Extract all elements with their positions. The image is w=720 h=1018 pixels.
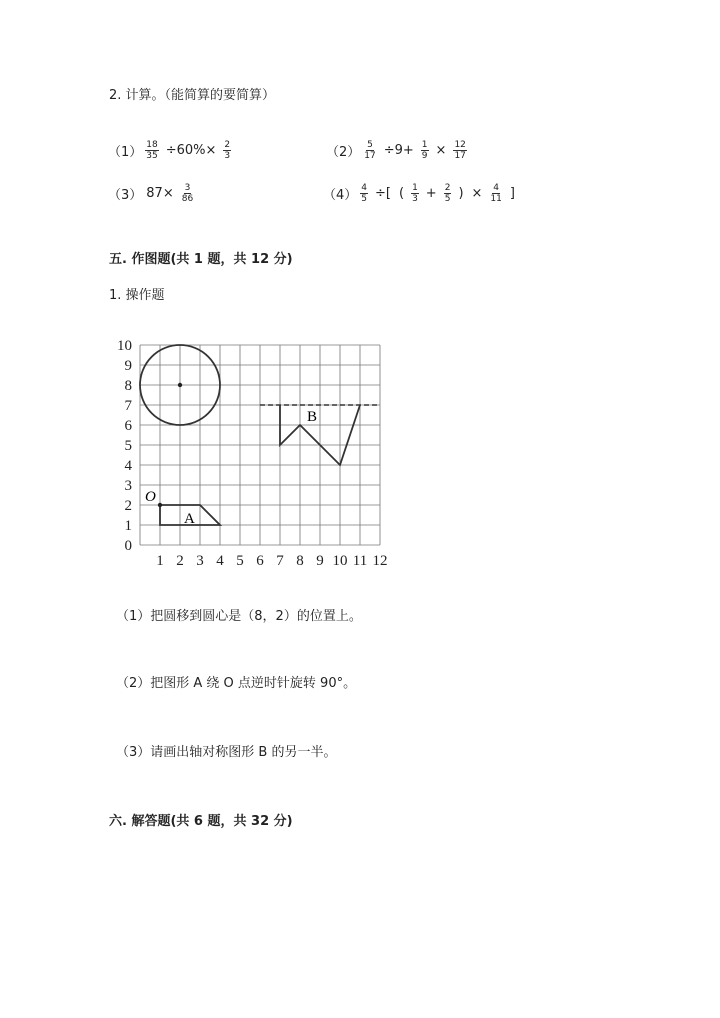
calc-problem-4 <box>323 183 519 204</box>
calc-problem-1 <box>108 140 234 161</box>
y-axis-label: 8 <box>124 378 132 394</box>
shape-a-label: A <box>184 511 195 527</box>
fraction: $\frac{4}{5}$ <box>361 183 368 204</box>
task-2: （2）把图形 A 绕 O 点逆时针旋转 90°。 <box>116 676 357 691</box>
calc-heading: 2. 计算。（能简算的要简算） <box>109 88 276 103</box>
x-axis-label: 2 <box>176 553 184 569</box>
operator: ÷9+ <box>383 143 414 158</box>
fraction: $\frac{4}{11}$ <box>490 183 502 204</box>
y-axis-label: 10 <box>117 338 132 354</box>
y-axis-label: 1 <box>124 518 132 534</box>
problem-number: （2） <box>326 145 361 160</box>
problem-number: （3） <box>108 188 143 203</box>
x-axis-label: 7 <box>276 553 284 569</box>
shape-b-label: B <box>307 409 318 425</box>
operator: × <box>471 186 483 201</box>
operator: ] <box>509 186 515 201</box>
fraction: $\frac{2}{5}$ <box>444 183 451 204</box>
x-axis-label: 6 <box>256 553 264 569</box>
x-axis-label: 12 <box>372 553 388 569</box>
y-axis-label: 0 <box>124 538 132 554</box>
x-axis-label: 10 <box>332 553 348 569</box>
question-title: 1. 操作题 <box>109 288 165 303</box>
problem-number: （4） <box>323 188 358 203</box>
y-axis-label: 4 <box>124 458 132 474</box>
x-axis-label: 5 <box>236 553 244 569</box>
operator: ) <box>458 186 464 201</box>
y-axis-label: 2 <box>124 498 132 514</box>
fraction: $\frac{12}{17}$ <box>454 140 466 161</box>
x-axis-label: 4 <box>216 553 224 569</box>
coordinate-grid <box>110 335 400 570</box>
x-axis-label: 9 <box>316 553 324 569</box>
calc-problem-2 <box>326 140 470 161</box>
task-1: （1）把圆移到圆心是（8，2）的位置上。 <box>116 609 362 624</box>
fraction: $\frac{1}{9}$ <box>421 140 428 161</box>
fraction: $\frac{1}{3}$ <box>412 183 418 204</box>
section-5-heading: 五. 作图题(共 1 题，共 12 分) <box>109 252 293 267</box>
fraction: $\frac{2}{3}$ <box>224 140 231 161</box>
operator: ÷[ <box>375 186 391 201</box>
y-axis-label: 5 <box>124 438 132 454</box>
y-axis-label: 9 <box>124 358 132 374</box>
operator: ÷60%× <box>165 143 217 158</box>
operator: ( <box>398 186 405 201</box>
point-o <box>158 503 162 507</box>
calc-problem-3 <box>108 183 197 204</box>
task-3: （3）请画出轴对称图形 B 的另一半。 <box>116 745 337 760</box>
operator: 87× <box>146 186 174 201</box>
y-axis-label: 7 <box>124 398 132 414</box>
x-axis-label: 11 <box>352 553 368 569</box>
y-axis-label: 6 <box>124 418 132 434</box>
x-axis-label: 3 <box>196 553 204 569</box>
fraction: $\frac{5}{17}$ <box>364 140 376 161</box>
fraction: $\frac{18}{35}$ <box>146 140 158 161</box>
operator: × <box>435 143 447 158</box>
problem-number: （1） <box>108 145 143 160</box>
x-axis-label: 8 <box>296 553 304 569</box>
fraction: $\frac{3}{86}$ <box>181 183 194 204</box>
circle-center <box>178 383 182 387</box>
x-axis-label: 1 <box>156 553 164 569</box>
operator: + <box>425 186 437 201</box>
section-6-heading: 六. 解答题(共 6 题，共 32 分) <box>109 814 293 829</box>
point-o-label: O <box>145 489 156 505</box>
y-axis-label: 3 <box>124 478 132 494</box>
